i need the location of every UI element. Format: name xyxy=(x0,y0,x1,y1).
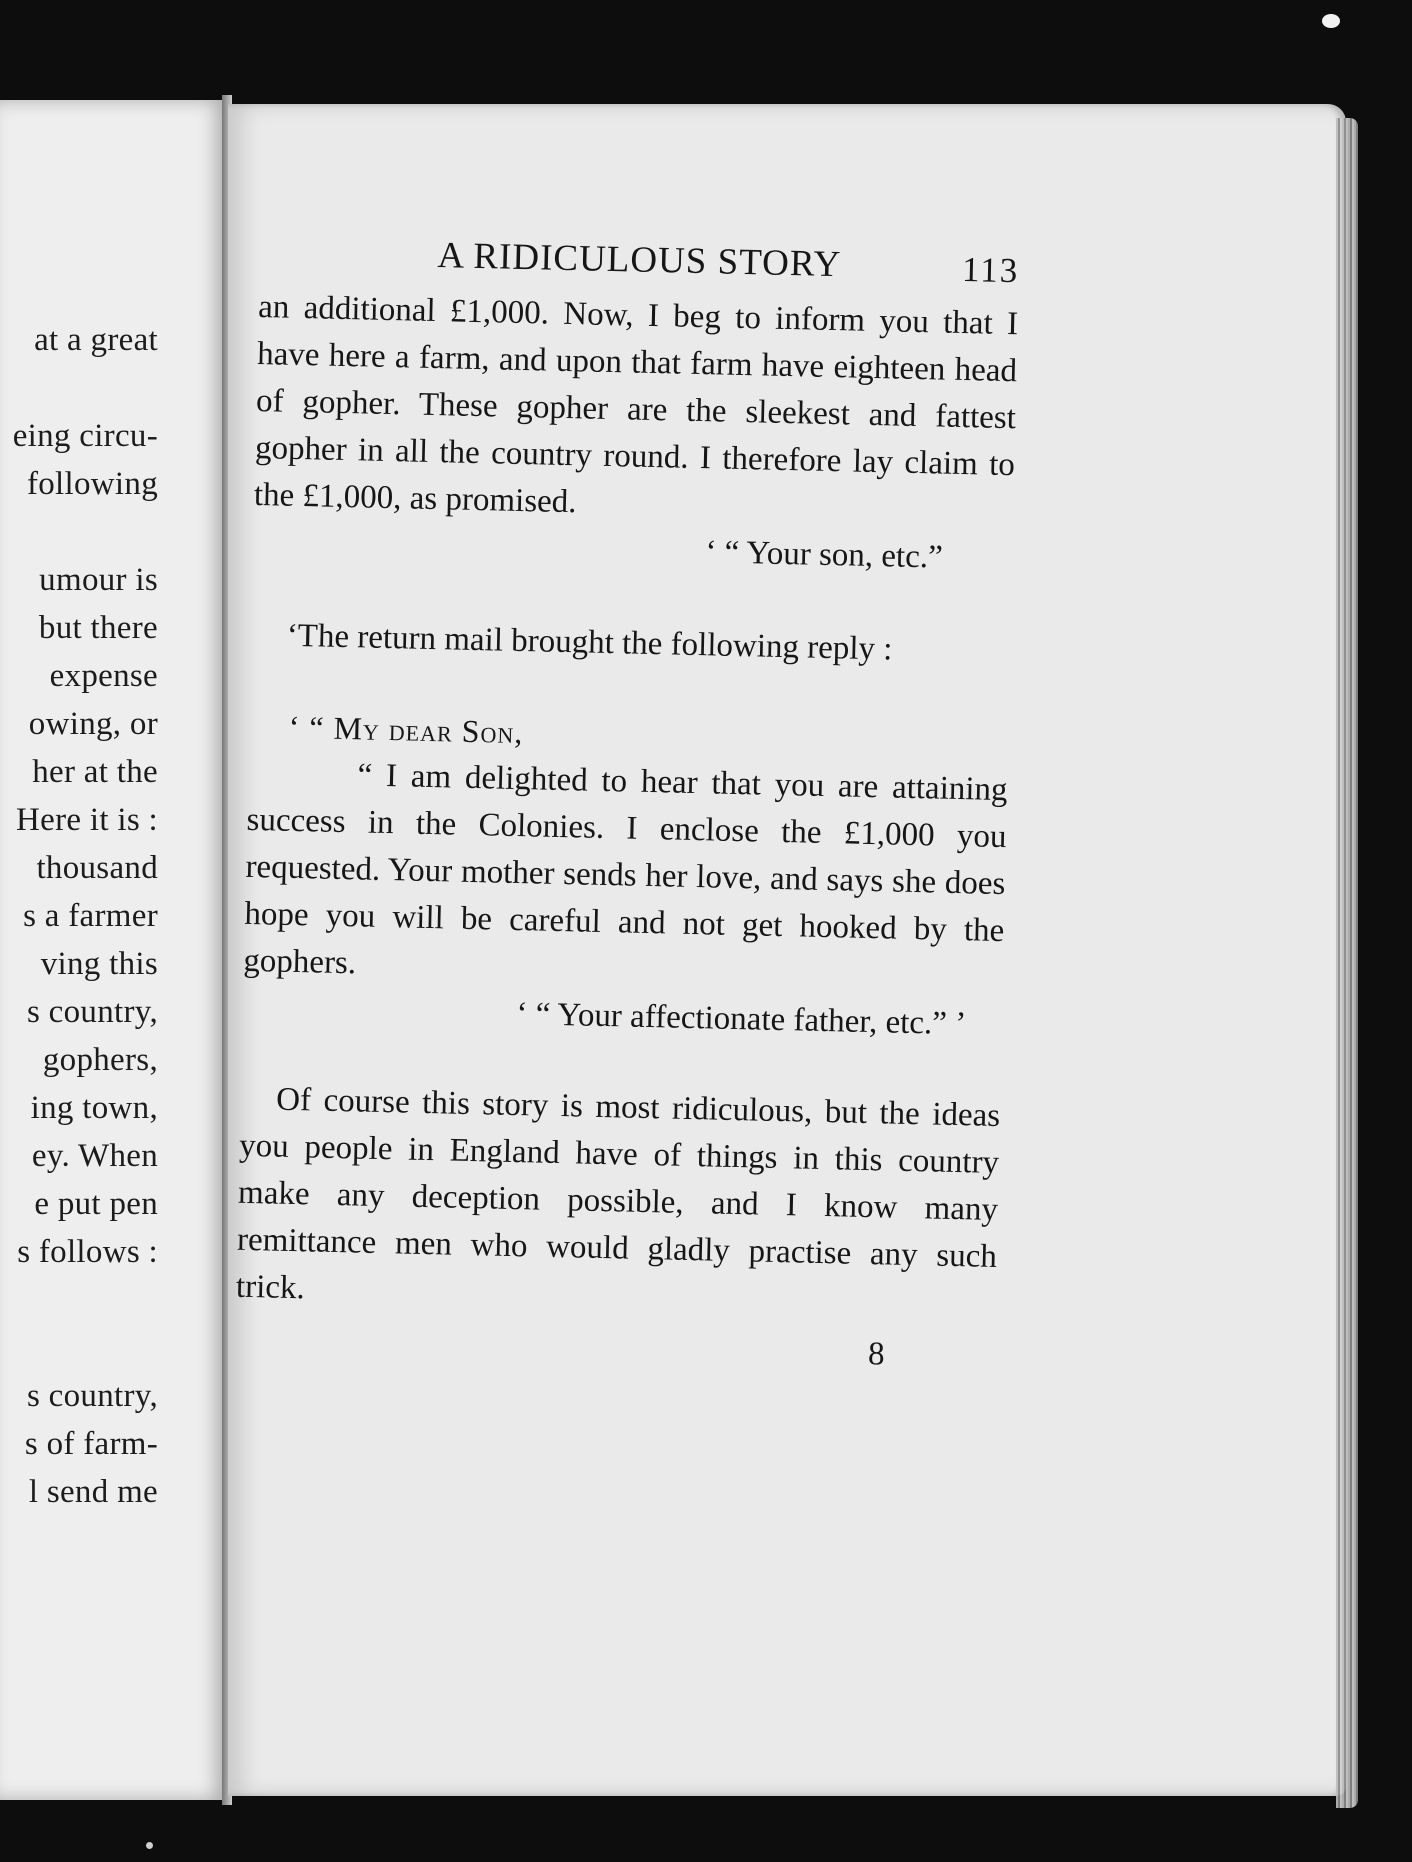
letter-signoff: ‘ “ Your son, etc.” xyxy=(705,534,944,576)
page-number: 113 xyxy=(961,249,1020,291)
left-page-line: at a great xyxy=(34,322,158,358)
signature-mark: 8 xyxy=(867,1336,886,1373)
running-title: A RIDICULOUS STORY xyxy=(437,235,842,286)
letter-paragraph: an additional £1,000. Now, I beg to inform you that I have here a farm, and upon that farm have eighteen head of gopher. These gopher are the sleekest and fattest gopher in all the country round. I therefore lay claim to the £1,000, as promised. xyxy=(253,288,1019,521)
scan-speck xyxy=(146,1842,153,1849)
reply-signoff: ‘ “ Your affectionate father, etc.” ’ xyxy=(516,996,967,1043)
left-page-line: expense xyxy=(49,658,158,694)
page-edge xyxy=(1336,118,1358,1808)
reply-salutation: ‘ “ My dear Son, xyxy=(288,708,524,751)
left-page xyxy=(0,100,226,1800)
left-page-line: e put pen xyxy=(34,1186,158,1222)
left-page-line: umour is xyxy=(39,562,158,598)
left-page-line: but there xyxy=(38,610,158,646)
left-page-line: thousand xyxy=(36,850,158,886)
closing-paragraph: Of course this story is most ridiculous, but the ideas you people in England have of things in this country make any deception possible, and I know many remittance men who would gladly practise any such trick. xyxy=(235,1081,1001,1307)
left-page-line: Here it is : xyxy=(16,802,158,838)
reply-body xyxy=(243,750,1008,1002)
reply-body-text: “ I am delighted to hear that you are attaining success in the Colonies. I enclose the £1,000 you requested. Your mother sends her love, and says she does hope you will be careful and not get hooked by the gophers. xyxy=(243,757,1008,982)
left-page-line: s country, xyxy=(26,994,158,1030)
left-page-line: l send me xyxy=(28,1474,158,1510)
left-page-line: s country, xyxy=(26,1378,158,1414)
return-mail-paragraph: ‘The return mail brought the following reply : xyxy=(286,617,893,668)
left-page-line: following xyxy=(26,466,158,502)
left-page-line: her at the xyxy=(32,754,158,790)
left-page-line: ey. When xyxy=(31,1138,158,1174)
left-page-line: s of farm- xyxy=(24,1426,158,1462)
scan-speck xyxy=(1322,14,1340,28)
right-page-text xyxy=(234,230,1020,1381)
left-page-line: owing, or xyxy=(28,706,158,742)
left-page-line: s follows : xyxy=(17,1234,158,1270)
left-page-line: gophers, xyxy=(42,1042,158,1078)
left-page-line: ing town, xyxy=(30,1090,158,1126)
left-page-line: eing circu- xyxy=(12,418,158,454)
left-page-line: ving this xyxy=(40,946,158,982)
left-page-line: s a farmer xyxy=(23,898,158,934)
